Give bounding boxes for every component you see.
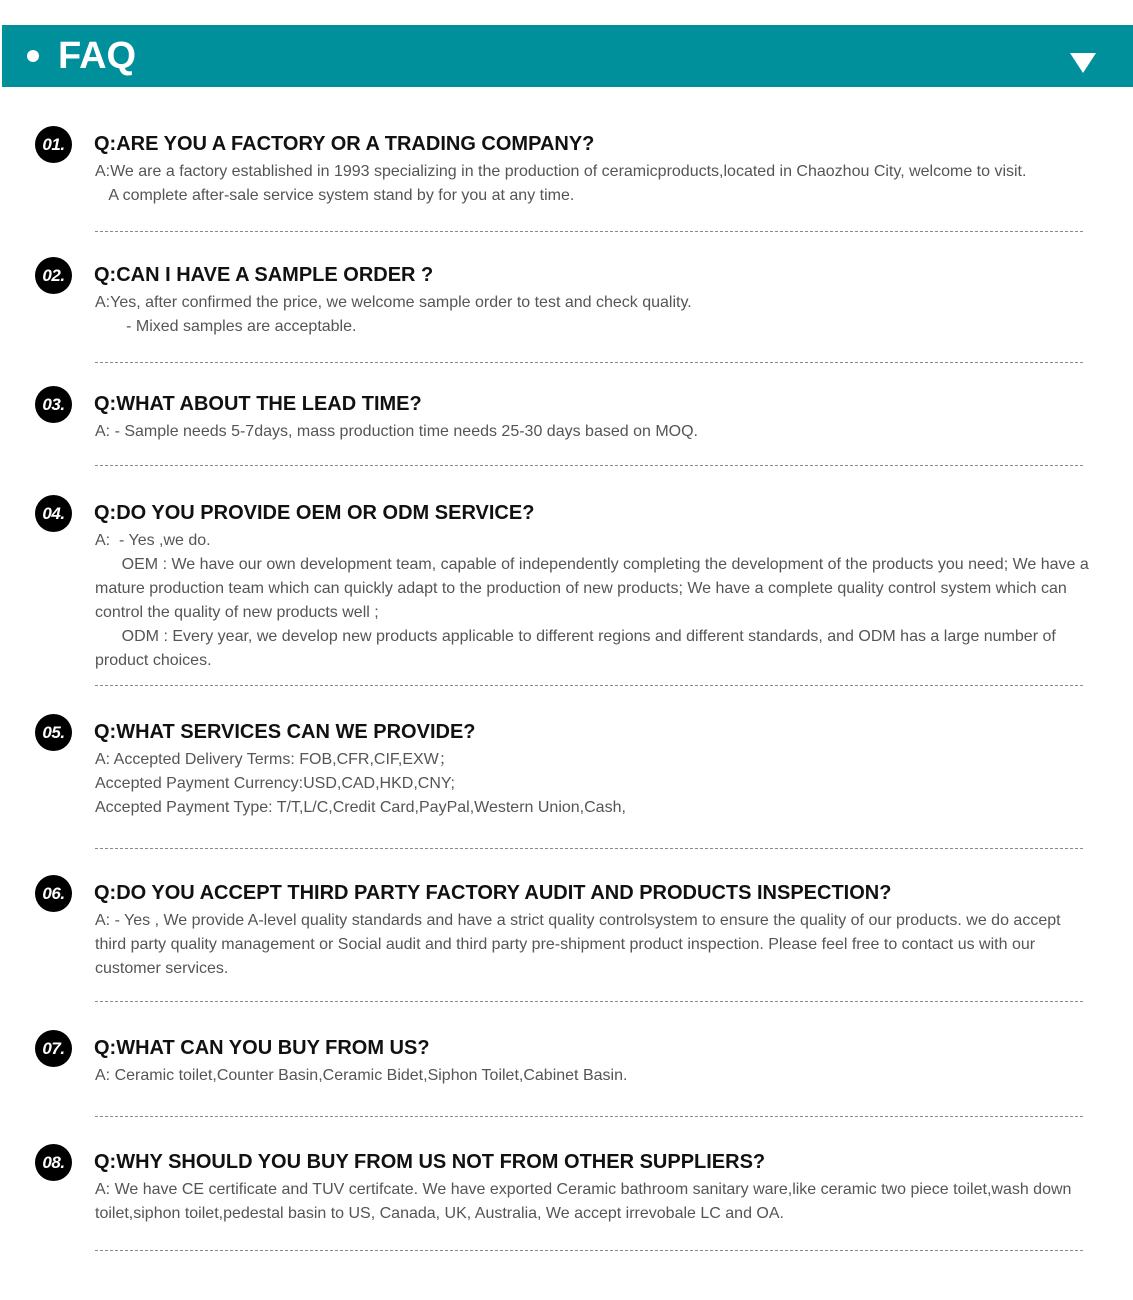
faq-number-badge: 02. bbox=[35, 257, 72, 294]
faq-number-badge: 01. bbox=[35, 126, 72, 163]
faq-answer-line: A: Accepted Delivery Terms: FOB,CFR,CIF,EXW； bbox=[95, 751, 455, 768]
faq-number-badge: 06. bbox=[35, 875, 72, 912]
faq-answer bbox=[95, 160, 1090, 208]
faq-question: Q:DO YOU PROVIDE OEM OR ODM SERVICE? bbox=[94, 502, 535, 524]
faq-number-badge: 05. bbox=[35, 714, 72, 751]
divider bbox=[95, 1116, 1083, 1117]
faq-answer-line: A:We are a factory established in 1993 specializing in the production of ceramicproducts,located in Chaozhou City, welcome to visit. bbox=[95, 163, 1027, 180]
divider bbox=[95, 685, 1083, 686]
divider bbox=[95, 231, 1083, 232]
divider bbox=[95, 362, 1083, 363]
faq-answer-line: A: We have CE certificate and TUV certifcate. We have exported Ceramic bathroom sanitary ware,like ceramic two piece toilet,wash down toilet,siphon toilet,pedestal basin to US, Canada, UK, Australia, We accept irrevobale LC and OA. bbox=[95, 1181, 1076, 1222]
faq-answer bbox=[95, 1178, 1090, 1226]
faq-answer-line: A: - Sample needs 5-7days, mass production time needs 25-30 days based on MOQ. bbox=[95, 423, 698, 440]
faq-number-badge: 07. bbox=[35, 1030, 72, 1067]
faq-answer-line: OEM : We have our own development team, capable of independently completing the development of the products you need; We have a mature production team which can quickly adapt to the production of new products; We have a complete quality control system which can control the quality of new products well ; bbox=[95, 556, 1094, 621]
faq-number-badge: 08. bbox=[35, 1144, 72, 1181]
faq-answer-line: ODM : Every year, we develop new products applicable to different regions and different standards, and ODM has a large number of product choices. bbox=[95, 628, 1061, 669]
faq-answer-line: Accepted Payment Type: T/T,L/C,Credit Card,PayPal,Western Union,Cash, bbox=[95, 799, 626, 816]
faq-answer-line: A:Yes, after confirmed the price, we welcome sample order to test and check quality. bbox=[95, 294, 692, 311]
faq-answer-line: Accepted Payment Currency:USD,CAD,HKD,CNY; bbox=[95, 775, 455, 792]
faq-question: Q:WHAT CAN YOU BUY FROM US? bbox=[94, 1037, 430, 1059]
faq-answer bbox=[95, 909, 1090, 981]
faq-number-badge: 03. bbox=[35, 386, 72, 423]
faq-answer-line: A: - Yes ,we do. bbox=[95, 532, 211, 549]
faq-number-badge: 04. bbox=[35, 495, 72, 532]
faq-answer bbox=[95, 420, 1090, 444]
faq-answer bbox=[95, 529, 1094, 673]
faq-question: Q:WHAT SERVICES CAN WE PROVIDE? bbox=[94, 721, 476, 743]
divider bbox=[95, 848, 1083, 849]
faq-question: Q:WHAT ABOUT THE LEAD TIME? bbox=[94, 393, 422, 415]
divider bbox=[95, 1250, 1083, 1251]
faq-answer bbox=[95, 1064, 1090, 1088]
divider bbox=[95, 1001, 1083, 1002]
chevron-down-icon[interactable] bbox=[1070, 53, 1096, 73]
faq-question: Q:WHY SHOULD YOU BUY FROM US NOT FROM OTHER SUPPLIERS? bbox=[94, 1151, 766, 1173]
faq-question: Q:CAN I HAVE A SAMPLE ORDER ? bbox=[94, 264, 434, 286]
faq-answer-line: A: Ceramic toilet,Counter Basin,Ceramic Bidet,Siphon Toilet,Cabinet Basin. bbox=[95, 1067, 628, 1084]
divider bbox=[95, 465, 1083, 466]
faq-header bbox=[2, 25, 1133, 87]
faq-answer bbox=[95, 291, 1090, 339]
faq-question: Q:DO YOU ACCEPT THIRD PARTY FACTORY AUDIT AND PRODUCTS INSPECTION? bbox=[94, 882, 892, 904]
faq-answer bbox=[95, 748, 1090, 820]
faq-answer-line: - Mixed samples are acceptable. bbox=[95, 318, 357, 335]
faq-answer-line: A: - Yes , We provide A-level quality standards and have a strict quality controlsystem to ensure the quality of our products. we do accept third party quality management or Social audit and third party pre-shipment product inspection. Please feel free to contact us with our customer services. bbox=[95, 912, 1066, 977]
header-title: FAQ bbox=[58, 35, 137, 77]
bullet-icon bbox=[27, 50, 39, 62]
faq-answer-line: A complete after-sale service system stand by for you at any time. bbox=[95, 187, 575, 204]
faq-question: Q:ARE YOU A FACTORY OR A TRADING COMPANY? bbox=[94, 133, 595, 155]
